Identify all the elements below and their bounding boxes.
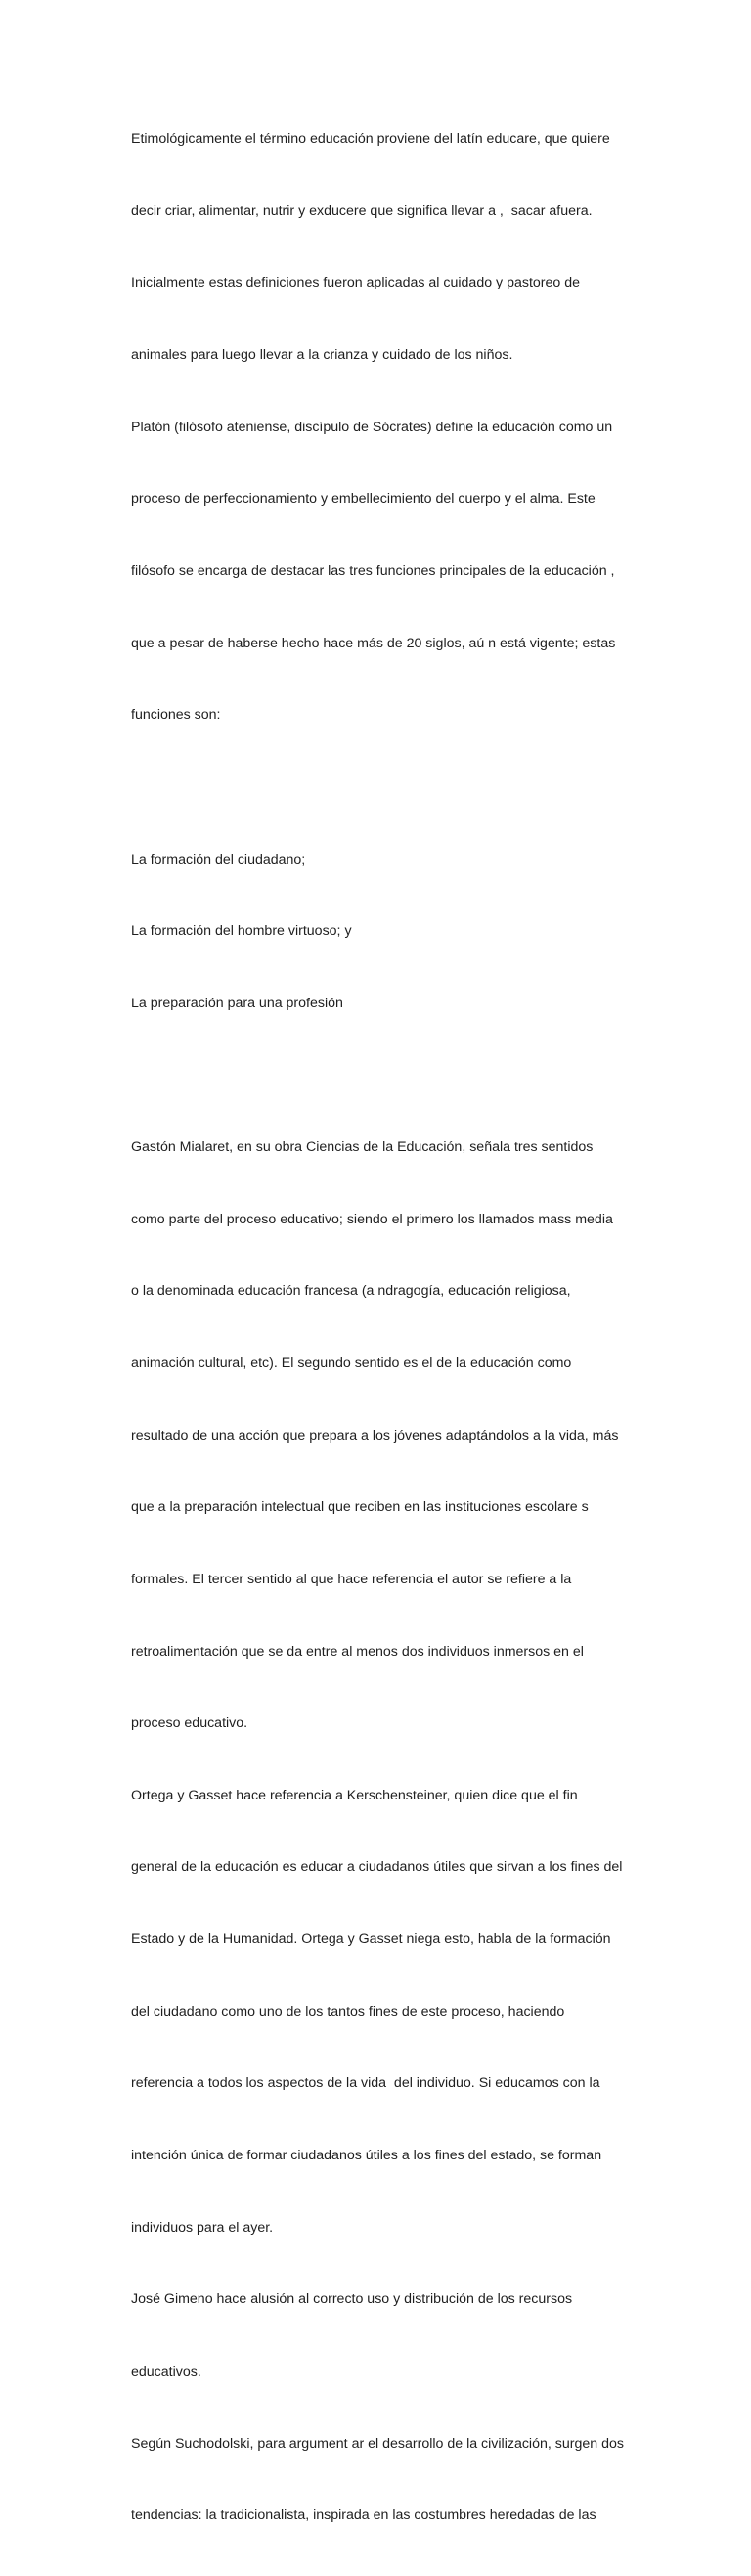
text-line: educativos. bbox=[131, 2363, 201, 2379]
text-line: proceso de perfeccionamiento y embellecimiento del cuerpo y el alma. Este bbox=[131, 491, 596, 508]
text-line: Gastón Mialaret, en su obra Ciencias de la Educación, señala tres sentidos bbox=[131, 1139, 594, 1156]
text-line: tendencias: la tradicionalista, inspirada en las costumbres heredadas de las bbox=[131, 2508, 596, 2524]
text-line: que a pesar de haberse hecho hace más de 20 siglos, aú n está vigente; estas bbox=[131, 635, 616, 651]
text-line: como parte del proceso educativo; siendo el primero los llamados mass media bbox=[131, 1211, 613, 1227]
text-line: general de la educación es educar a ciudadanos útiles que sirvan a los fines del bbox=[131, 1859, 623, 1876]
text-line: Ortega y Gasset hace referencia a Kerschensteiner, quien dice que el fin bbox=[131, 1787, 578, 1803]
document-body-text bbox=[131, 79, 630, 2576]
text-line: del ciudadano como uno de los tantos fines de este proceso, haciendo bbox=[131, 2003, 565, 2020]
text-line: La preparación para una profesión bbox=[131, 995, 343, 1011]
text-line: filósofo se encarga de destacar las tres funciones principales de la educación , bbox=[131, 562, 615, 579]
text-line: referencia a todos los aspectos de la vida del individuo. Si educamos con la bbox=[131, 2075, 600, 2092]
text-line: decir criar, alimentar, nutrir y exducere que significa llevar a , sacar afuera. bbox=[131, 202, 593, 219]
text-line: La formación del hombre virtuoso; y bbox=[131, 923, 352, 940]
text-line: o la denominada educación francesa (a ndragogía, educación religiosa, bbox=[131, 1283, 571, 1300]
text-line: funciones son: bbox=[131, 707, 221, 724]
text-line: resultado de una acción que prepara a los jóvenes adaptándolos a la vida, más bbox=[131, 1427, 619, 1443]
text-line: intención única de formar ciudadanos útiles a los fines del estado, se forman bbox=[131, 2148, 602, 2164]
text-line: Inicialmente estas definiciones fueron aplicadas al cuidado y pastoreo de bbox=[131, 275, 581, 291]
blank-line bbox=[131, 1063, 630, 1088]
text-line: La formación del ciudadano; bbox=[131, 851, 306, 867]
text-line: formales. El tercer sentido al que hace referencia el autor se refiere a la bbox=[131, 1571, 572, 1587]
text-line: animación cultural, etc). El segundo sentido es el de la educación como bbox=[131, 1355, 572, 1371]
text-line: retroalimentación que se da entre al menos dos individuos inmersos en el bbox=[131, 1643, 584, 1660]
text-line: Platón (filósofo ateniense, discípulo de Sócrates) define la educación como un bbox=[131, 419, 613, 435]
text-line: Según Suchodolski, para argument ar el desarrollo de la civilización, surgen dos bbox=[131, 2435, 624, 2452]
text-line: proceso educativo. bbox=[131, 1715, 248, 1732]
text-line: que a la preparación intelectual que reciben en las instituciones escolare s bbox=[131, 1499, 589, 1516]
text-line: José Gimeno hace alusión al correcto uso y distribución de los recursos bbox=[131, 2291, 573, 2308]
text-line: individuos para el ayer. bbox=[131, 2219, 274, 2236]
text-line: animales para luego llevar a la crianza y cuidado de los niños. bbox=[131, 347, 513, 364]
text-line: Etimológicamente el término educación proviene del latín educare, que quiere bbox=[131, 131, 610, 148]
blank-line bbox=[131, 776, 630, 800]
text-line: Estado y de la Humanidad. Ortega y Gasset niega esto, habla de la formación bbox=[131, 1932, 611, 1948]
